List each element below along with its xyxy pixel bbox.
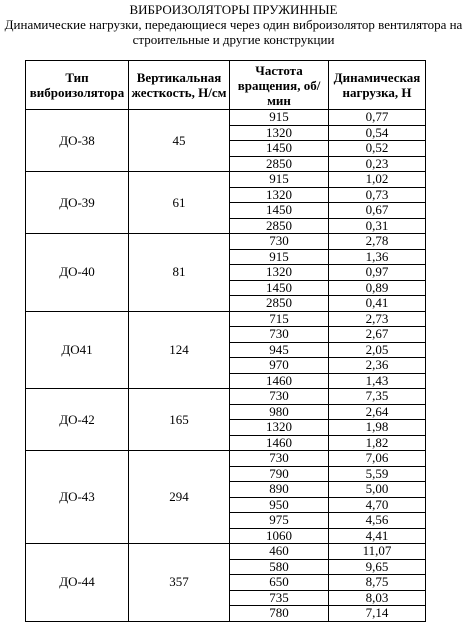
isolator-type-cell: ДО-44 <box>26 544 129 622</box>
dynamic-load-cell: 1,36 <box>329 249 426 265</box>
dynamic-load-cell: 1,82 <box>329 435 426 451</box>
table-body <box>26 110 426 622</box>
dynamic-load-cell: 2,78 <box>329 234 426 250</box>
dynamic-load-cell: 0,31 <box>329 218 426 234</box>
dynamic-load-cell: 1,43 <box>329 373 426 389</box>
frequency-cell: 1320 <box>230 420 329 436</box>
stiffness-cell: 165 <box>129 389 230 451</box>
frequency-cell: 1450 <box>230 203 329 219</box>
dynamic-load-cell: 2,73 <box>329 311 426 327</box>
frequency-cell: 460 <box>230 544 329 560</box>
frequency-cell: 890 <box>230 482 329 498</box>
dynamic-load-cell: 5,00 <box>329 482 426 498</box>
dynamic-load-cell: 7,06 <box>329 451 426 467</box>
dynamic-load-cell: 2,64 <box>329 404 426 420</box>
frequency-cell: 1320 <box>230 265 329 281</box>
frequency-cell: 975 <box>230 513 329 529</box>
frequency-cell: 735 <box>230 590 329 606</box>
frequency-cell: 730 <box>230 451 329 467</box>
dynamic-load-cell: 0,41 <box>329 296 426 312</box>
dynamic-load-cell: 4,41 <box>329 528 426 544</box>
dynamic-load-cell: 7,35 <box>329 389 426 405</box>
frequency-cell: 915 <box>230 110 329 126</box>
dynamic-load-cell: 0,97 <box>329 265 426 281</box>
dynamic-load-cell: 8,75 <box>329 575 426 591</box>
dynamic-load-cell: 2,36 <box>329 358 426 374</box>
isolator-type-cell: ДО-39 <box>26 172 129 234</box>
vibration-isolators-table <box>25 60 426 622</box>
frequency-cell: 1320 <box>230 187 329 203</box>
frequency-cell: 1320 <box>230 125 329 141</box>
dynamic-load-cell: 1,98 <box>329 420 426 436</box>
table-header-row <box>26 61 426 110</box>
header-load: Динамическая нагрузка, Н <box>329 61 426 110</box>
isolator-type-cell: ДО-42 <box>26 389 129 451</box>
frequency-cell: 730 <box>230 327 329 343</box>
frequency-cell: 2850 <box>230 218 329 234</box>
frequency-cell: 980 <box>230 404 329 420</box>
frequency-cell: 715 <box>230 311 329 327</box>
dynamic-load-cell: 0,89 <box>329 280 426 296</box>
frequency-cell: 1460 <box>230 373 329 389</box>
dynamic-load-cell: 0,73 <box>329 187 426 203</box>
table-row <box>26 451 426 467</box>
frequency-cell: 650 <box>230 575 329 591</box>
isolator-type-cell: ДО-43 <box>26 451 129 544</box>
dynamic-load-cell: 8,03 <box>329 590 426 606</box>
dynamic-load-cell: 5,59 <box>329 466 426 482</box>
frequency-cell: 1060 <box>230 528 329 544</box>
frequency-cell: 780 <box>230 606 329 622</box>
dynamic-load-cell: 11,07 <box>329 544 426 560</box>
table-row <box>26 172 426 188</box>
frequency-cell: 1450 <box>230 141 329 157</box>
dynamic-load-cell: 0,67 <box>329 203 426 219</box>
dynamic-load-cell: 4,56 <box>329 513 426 529</box>
dynamic-load-cell: 2,05 <box>329 342 426 358</box>
dynamic-load-cell: 0,23 <box>329 156 426 172</box>
isolator-type-cell: ДО-38 <box>26 110 129 172</box>
header-frequency: Частота вращения, об/мин <box>230 61 329 110</box>
frequency-cell: 915 <box>230 249 329 265</box>
dynamic-load-cell: 0,54 <box>329 125 426 141</box>
stiffness-cell: 81 <box>129 234 230 312</box>
header-type: Тип виброизолятора <box>26 61 129 110</box>
frequency-cell: 945 <box>230 342 329 358</box>
stiffness-cell: 294 <box>129 451 230 544</box>
dynamic-load-cell: 0,77 <box>329 110 426 126</box>
frequency-cell: 2850 <box>230 156 329 172</box>
frequency-cell: 2850 <box>230 296 329 312</box>
frequency-cell: 950 <box>230 497 329 513</box>
isolator-type-cell: ДО41 <box>26 311 129 389</box>
frequency-cell: 730 <box>230 234 329 250</box>
stiffness-cell: 124 <box>129 311 230 389</box>
frequency-cell: 790 <box>230 466 329 482</box>
table-row <box>26 234 426 250</box>
frequency-cell: 1450 <box>230 280 329 296</box>
document-subtitle: Динамические нагрузки, передающиеся через один виброизолятор вентилятора на строительные и другие конструкции <box>4 17 463 47</box>
frequency-cell: 915 <box>230 172 329 188</box>
frequency-cell: 730 <box>230 389 329 405</box>
stiffness-cell: 357 <box>129 544 230 622</box>
stiffness-cell: 45 <box>129 110 230 172</box>
dynamic-load-cell: 7,14 <box>329 606 426 622</box>
dynamic-load-cell: 0,52 <box>329 141 426 157</box>
dynamic-load-cell: 1,02 <box>329 172 426 188</box>
dynamic-load-cell: 2,67 <box>329 327 426 343</box>
dynamic-load-cell: 4,70 <box>329 497 426 513</box>
document-title: ВИБРОИЗОЛЯТОРЫ ПРУЖИННЫЕ <box>129 2 338 17</box>
frequency-cell: 1460 <box>230 435 329 451</box>
table-row <box>26 311 426 327</box>
table-row <box>26 110 426 126</box>
table-row <box>26 544 426 560</box>
isolator-type-cell: ДО-40 <box>26 234 129 312</box>
frequency-cell: 580 <box>230 559 329 575</box>
header-stiffness: Вертикальная жесткость, Н/см <box>129 61 230 110</box>
frequency-cell: 970 <box>230 358 329 374</box>
table-row <box>26 389 426 405</box>
dynamic-load-cell: 9,65 <box>329 559 426 575</box>
stiffness-cell: 61 <box>129 172 230 234</box>
